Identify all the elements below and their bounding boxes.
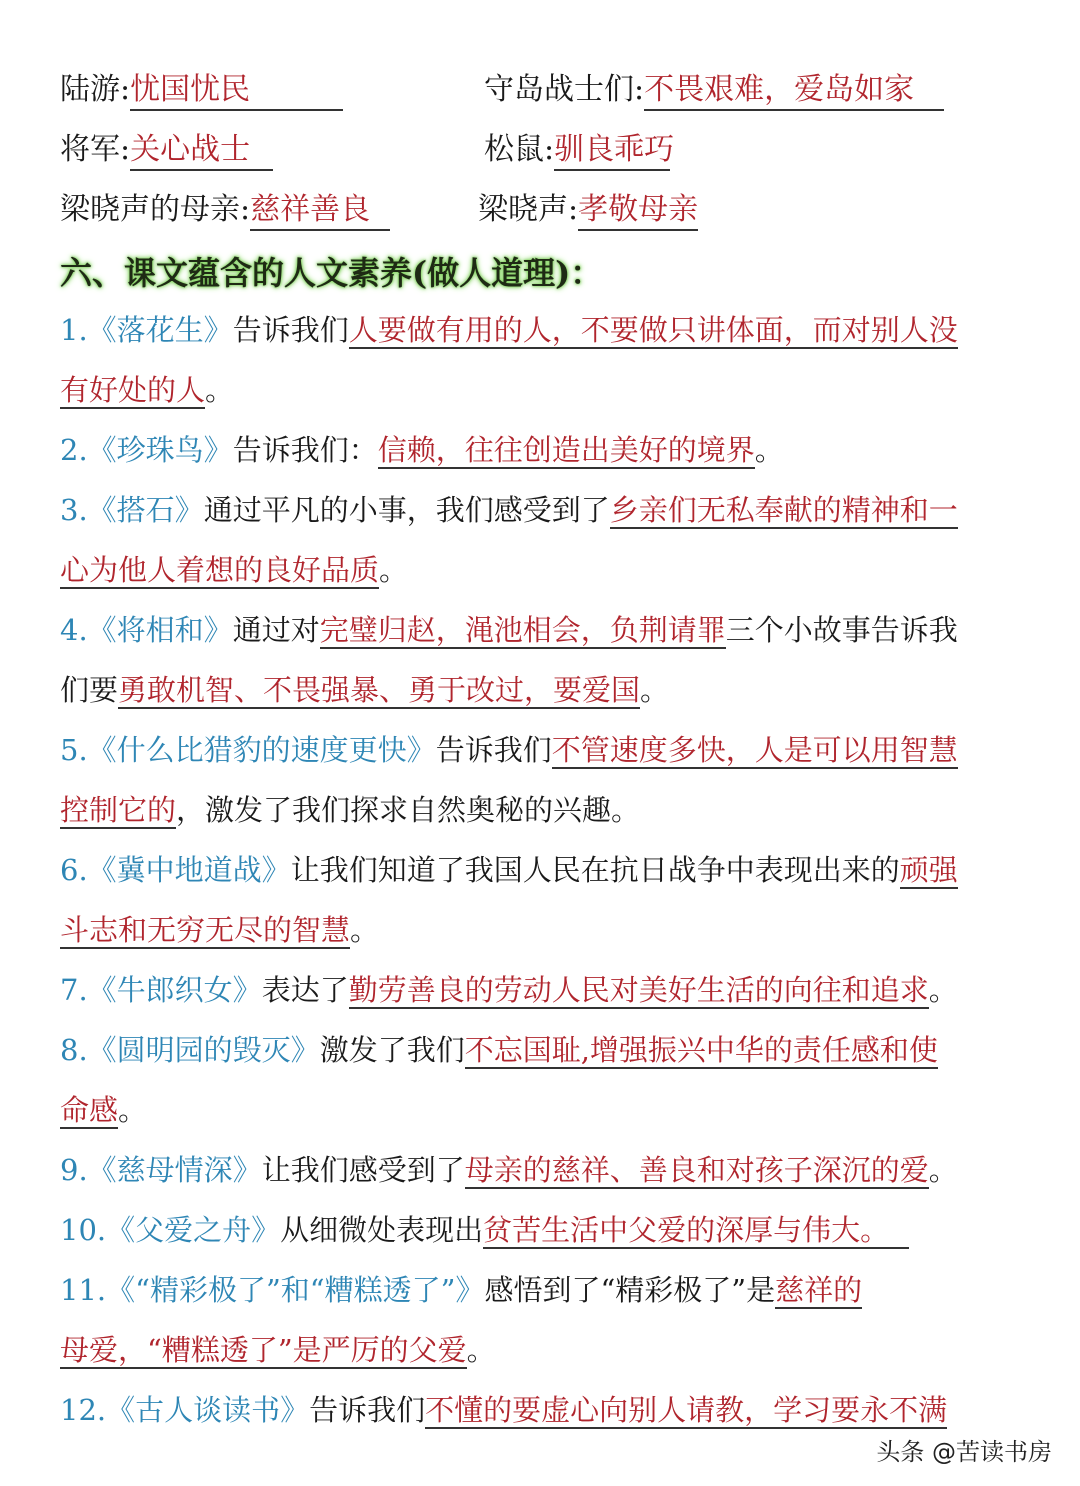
item-answer: 命感	[60, 1093, 119, 1127]
item-answer: 完璧归赵，渑池相会，负荆请罪	[319, 613, 726, 647]
item-answer: 人要做有用的人，不要做只讲体面，而对别人没	[348, 313, 958, 347]
item-text: 告诉我们	[232, 313, 349, 347]
item-4-line-1	[60, 610, 958, 650]
character-label: 将军:	[60, 132, 131, 167]
item-end: 。	[754, 433, 784, 467]
item-answer: 乡亲们无私奉献的精神和一	[609, 493, 958, 527]
item-text: ，激发了我们探求自然奥秘的兴趣。	[176, 793, 641, 827]
item-text: 让我们感受到了	[261, 1153, 465, 1187]
item-answer: 贫苦生活中父爱的深厚与伟大。	[483, 1213, 909, 1249]
item-number: 2.	[60, 433, 88, 467]
item-answer: 母爱，“糟糕透了”是严厉的父爱	[60, 1333, 467, 1367]
item-text: 激发了我们	[319, 1033, 465, 1067]
character-trait: 不畏艰难，爱岛如家	[644, 71, 944, 111]
character-general	[60, 130, 273, 171]
item-10-line-1	[60, 1210, 909, 1250]
item-9-line-1	[60, 1150, 958, 1190]
item-answer: 斗志和无穷无尽的智慧	[60, 913, 351, 947]
item-answer: 母亲的慈祥、善良和对孩子深沉的爱	[464, 1153, 929, 1187]
lesson-title: 《父爱之舟》	[106, 1213, 281, 1247]
character-label: 陆游:	[60, 72, 131, 107]
item-text: 告诉我们：	[232, 433, 378, 467]
item-number: 8.	[60, 1033, 88, 1067]
lesson-title: 《牛郎织女》	[87, 973, 262, 1007]
item-text: 从细微处表现出	[280, 1213, 484, 1247]
item-1-line-1	[60, 310, 958, 350]
item-number: 1.	[60, 313, 88, 347]
item-end: 。	[928, 1153, 958, 1187]
character-soldiers	[484, 70, 944, 111]
item-number: 11.	[60, 1273, 107, 1307]
lesson-title: 《圆明园的毁灭》	[87, 1033, 320, 1067]
item-answer: 有好处的人	[60, 373, 206, 407]
item-number: 5.	[60, 733, 88, 767]
item-7-line-1	[60, 970, 958, 1010]
character-label: 梁晓声:	[478, 192, 579, 227]
section-heading: 六、课文蕴含的人文素养(做人道理)：	[60, 254, 603, 292]
lesson-title: 《古人谈读书》	[106, 1393, 310, 1427]
lesson-title: 《将相和》	[87, 613, 233, 647]
lesson-title: 《搭石》	[87, 493, 204, 527]
item-1-line-2	[60, 370, 234, 410]
item-11-line-2	[60, 1330, 496, 1370]
item-3-line-1	[60, 490, 958, 530]
lesson-title: 《冀中地道战》	[87, 853, 291, 887]
item-end: 。	[350, 913, 380, 947]
item-5-line-2	[60, 790, 640, 830]
lesson-title: 《珍珠鸟》	[87, 433, 233, 467]
item-answer: 勤劳善良的劳动人民对美好生活的向往和追求	[348, 973, 929, 1007]
item-text: 感悟到了“精彩极了”是	[484, 1273, 776, 1307]
watermark: 头条 @苦读书房	[876, 1438, 1052, 1466]
lesson-title: 《什么比猎豹的速度更快》	[87, 733, 436, 767]
item-text: 让我们知道了我国人民在抗日战争中表现出来的	[290, 853, 900, 887]
item-number: 12.	[60, 1393, 107, 1427]
item-6-line-1	[60, 850, 958, 890]
item-text: 通过平凡的小事，我们感受到了	[203, 493, 610, 527]
item-text: 们要	[60, 673, 119, 707]
item-answer: 勇敢机智、不畏强暴、勇于改过，要爱国	[118, 673, 641, 707]
item-number: 4.	[60, 613, 88, 647]
item-answer: 信赖，往往创造出美好的境界	[377, 433, 755, 467]
character-trait: 驯良乖巧	[554, 131, 670, 171]
item-answer: 不忘国耻,增强振兴中华的责任感和使	[464, 1033, 938, 1067]
item-end: 。	[640, 673, 670, 707]
item-11-line-1	[60, 1270, 862, 1310]
item-8-line-1	[60, 1030, 938, 1070]
character-trait: 关心战士	[130, 131, 273, 171]
item-end: 。	[466, 1333, 496, 1367]
character-label: 松鼠:	[484, 132, 555, 167]
item-12-line-1	[60, 1390, 947, 1430]
item-end: 。	[205, 373, 235, 407]
lesson-title: 《“精彩极了”和“糟糕透了”》	[106, 1273, 485, 1307]
item-answer: 控制它的	[60, 793, 177, 827]
item-text: 三个小故事告诉我	[725, 613, 958, 647]
item-number: 6.	[60, 853, 88, 887]
character-trait: 孝敬母亲	[578, 191, 698, 231]
item-end: 。	[118, 1093, 148, 1127]
character-trait: 慈祥善良	[250, 191, 390, 231]
item-answer: 不管速度多快，人是可以用智慧	[551, 733, 958, 767]
item-answer: 顽强	[899, 853, 958, 887]
character-squirrel	[484, 130, 675, 171]
character-lxs-mother	[60, 190, 390, 231]
item-2-line-1	[60, 430, 784, 470]
item-3-line-2	[60, 550, 408, 590]
item-number: 3.	[60, 493, 88, 527]
item-end: 。	[928, 973, 958, 1007]
item-answer: 不懂的要虚心向别人请教，学习要永不满	[425, 1393, 948, 1427]
character-trait: 忧国忧民	[130, 71, 343, 111]
item-5-line-1	[60, 730, 958, 770]
item-4-line-2	[60, 670, 669, 710]
character-label: 守岛战士们:	[484, 72, 645, 107]
item-6-line-2	[60, 910, 379, 950]
character-lxs	[478, 190, 698, 231]
item-text: 表达了	[261, 973, 349, 1007]
item-number: 9.	[60, 1153, 88, 1187]
lesson-title: 《慈母情深》	[87, 1153, 262, 1187]
item-text: 告诉我们	[309, 1393, 426, 1427]
item-text: 告诉我们	[435, 733, 552, 767]
item-answer: 心为他人着想的良好品质	[60, 553, 380, 587]
item-text: 通过对	[232, 613, 320, 647]
character-luyou	[60, 70, 343, 111]
character-label: 梁晓声的母亲:	[60, 192, 251, 227]
item-end: 。	[379, 553, 409, 587]
item-number: 10.	[60, 1213, 107, 1247]
item-number: 7.	[60, 973, 88, 1007]
item-answer: 慈祥的	[775, 1273, 863, 1307]
item-8-line-2	[60, 1090, 147, 1130]
lesson-title: 《落花生》	[87, 313, 233, 347]
